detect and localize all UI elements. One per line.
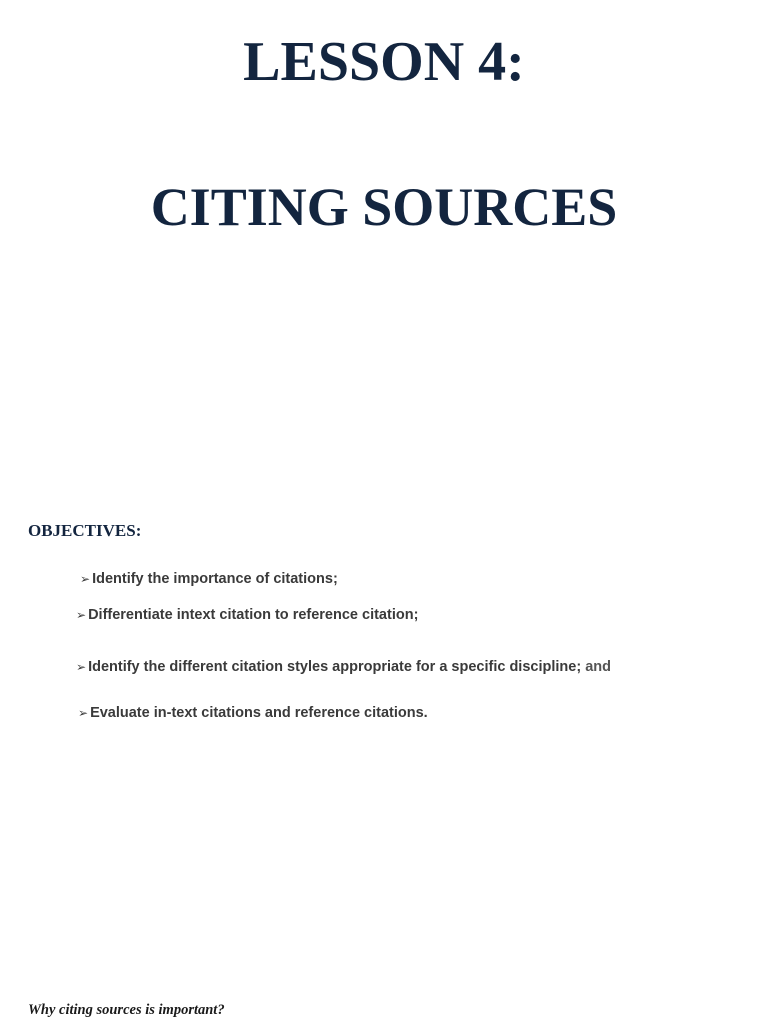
objective-text: Identify the different citation styles appropriate for a specific discipline; (88, 659, 582, 675)
arrow-bullet-icon: ➢ (78, 706, 89, 720)
objective-item (78, 706, 428, 721)
objective-item (80, 572, 338, 587)
section-question: Why citing sources is important? (28, 1002, 225, 1018)
arrow-bullet-icon: ➢ (76, 660, 87, 674)
objective-text: Differentiate intext citation to reference citation; (88, 607, 419, 623)
objective-text: Evaluate in-text citations and reference citations. (90, 705, 428, 721)
objective-suffix: and (581, 659, 611, 675)
arrow-bullet-icon: ➢ (80, 572, 91, 586)
objective-text: Identify the importance of citations; (92, 571, 338, 587)
arrow-bullet-icon: ➢ (76, 608, 87, 622)
objectives-heading: OBJECTIVES: (28, 521, 142, 540)
lesson-number-heading: LESSON 4: (243, 31, 525, 93)
objective-item (76, 660, 611, 675)
lesson-title-heading: CITING SOURCES (150, 177, 618, 237)
objective-item (76, 608, 418, 623)
